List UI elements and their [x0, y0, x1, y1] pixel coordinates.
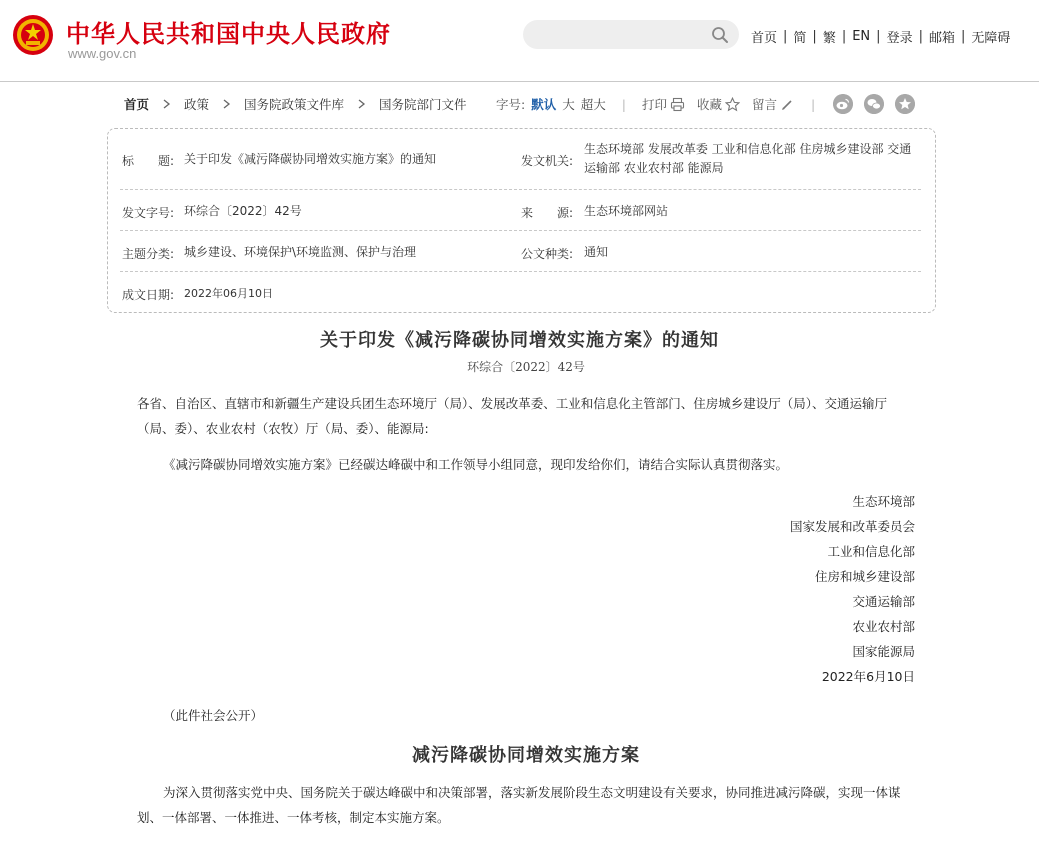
date-value: 2022年06月10日: [184, 287, 273, 300]
chevron-right-icon: [358, 99, 366, 109]
signatory: 国家发展和改革委员会: [789, 519, 915, 534]
nav-mail[interactable]: 邮箱: [928, 31, 955, 46]
font-size-large[interactable]: 大: [562, 97, 575, 112]
print-label: 打印: [641, 97, 667, 112]
nav-traditional[interactable]: 繁: [822, 31, 836, 46]
site-header: [0, 0, 1039, 82]
issuer-value: 生态环境部 发展改革委 工业和信息化部 住房城乡建设部 交通运输部 农业农村部 能源局: [584, 142, 912, 175]
article-title: 关于印发《减污降碳协同增效实施方案》的通知: [320, 330, 719, 351]
source-value: 生态环境部网站: [584, 204, 669, 218]
article-toolbar: [496, 95, 831, 113]
doc-type-value: 通知: [584, 245, 609, 259]
source-label: 来 源:: [521, 206, 574, 220]
chevron-right-icon: [223, 99, 231, 109]
printer-icon: [670, 97, 685, 112]
breadcrumb-policy-library[interactable]: 国务院政策文件库: [244, 97, 345, 112]
article-body: 《减污降碳协同增效实施方案》已经碳达峰碳中和工作领导小组同意，现印发给你们，请结合实际认真贯彻落实。: [163, 457, 789, 472]
info-divider: [120, 271, 921, 272]
breadcrumb-policy[interactable]: 政策: [184, 97, 210, 112]
toolbar-separator: |: [621, 96, 626, 112]
nav-separator: |: [960, 29, 966, 44]
search-box: [523, 20, 739, 49]
chevron-right-icon: [163, 99, 171, 109]
breadcrumb: [124, 95, 467, 113]
signatory: 交通运输部: [852, 594, 915, 609]
breadcrumb-dept-docs[interactable]: 国务院部门文件: [379, 97, 467, 112]
title-label: 标 题:: [122, 154, 175, 168]
search-input[interactable]: [537, 25, 707, 45]
info-divider: [120, 189, 921, 190]
nav-separator: |: [876, 29, 881, 44]
favorite-site-icon[interactable]: [895, 94, 915, 114]
article-doc-code: 环综合〔2022〕42号: [467, 360, 585, 374]
search-icon[interactable]: [711, 26, 729, 44]
breadcrumb-home[interactable]: 首页: [124, 97, 150, 112]
nav-separator: |: [812, 29, 817, 44]
nav-separator: |: [918, 29, 923, 44]
topic-label: 主题分类:: [122, 247, 175, 261]
star-icon: [725, 97, 740, 112]
favorite-label: 收藏: [697, 97, 723, 112]
weibo-icon[interactable]: [833, 94, 853, 114]
site-title[interactable]: 中华人民共和国中央人民政府: [66, 20, 391, 48]
font-size-xlarge[interactable]: 超大: [580, 97, 606, 112]
font-size-default[interactable]: 默认: [531, 97, 557, 112]
document-info-box: [107, 128, 936, 313]
top-nav: [751, 27, 1010, 46]
doc-type-label: 公文种类:: [521, 247, 574, 261]
national-emblem-icon[interactable]: [12, 13, 54, 57]
doc-no-label: 发文字号:: [122, 206, 175, 220]
plan-title: 减污降碳协同增效实施方案: [412, 745, 640, 766]
nav-separator: |: [841, 29, 847, 44]
issuer-label: 发文机关:: [521, 154, 574, 168]
nav-separator: |: [783, 29, 788, 44]
signatory: 生态环境部: [852, 494, 915, 509]
toolbar-separator: |: [811, 96, 816, 112]
site-url: www.gov.cn: [68, 46, 137, 61]
pencil-icon: [780, 97, 795, 112]
article-recipients: 各省、自治区、直辖市和新疆生产建设兵团生态环境厅（局）、发展改革委、工业和信息化主管部门、住房城乡建设厅（局）、交通运输厅（局、委）、农业农村（农牧）厅（局、委）、能源局:: [137, 396, 888, 436]
print-button[interactable]: [642, 95, 685, 113]
comment-button[interactable]: [752, 95, 795, 113]
public-note: （此件社会公开）: [163, 708, 264, 723]
comment-label: 留言: [752, 97, 778, 112]
nav-english[interactable]: EN: [852, 29, 871, 44]
nav-login[interactable]: 登录: [886, 31, 913, 46]
nav-simplified[interactable]: 简: [793, 31, 807, 46]
signatory: 国家能源局: [852, 644, 915, 659]
signatory: 农业农村部: [852, 619, 915, 634]
signing-date: 2022年6月10日: [821, 669, 915, 684]
topic-value: 城乡建设、环境保护\环境监测、保护与治理: [184, 245, 417, 259]
signatory: 工业和信息化部: [827, 544, 915, 559]
title-value: 关于印发《减污降碳协同增效实施方案》的通知: [184, 152, 437, 166]
plan-intro: 为深入贯彻落实党中央、国务院关于碳达峰碳中和决策部署，落实新发展阶段生态文明建设有关要求，协同推进减污降碳，实现一体谋划、一体部署、一体推进、一体考核，制定本实施方案。: [137, 785, 901, 825]
doc-no-value: 环综合〔2022〕42号: [184, 204, 302, 218]
nav-accessibility[interactable]: 无障碍: [971, 31, 1011, 46]
font-size-label: 字号:: [496, 97, 526, 112]
signatory: 住房和城乡建设部: [814, 569, 915, 584]
date-label: 成文日期:: [122, 288, 175, 302]
favorite-button[interactable]: [697, 95, 740, 113]
wechat-icon[interactable]: [864, 94, 884, 114]
info-divider: [120, 230, 921, 231]
nav-home[interactable]: 首页: [751, 31, 778, 46]
